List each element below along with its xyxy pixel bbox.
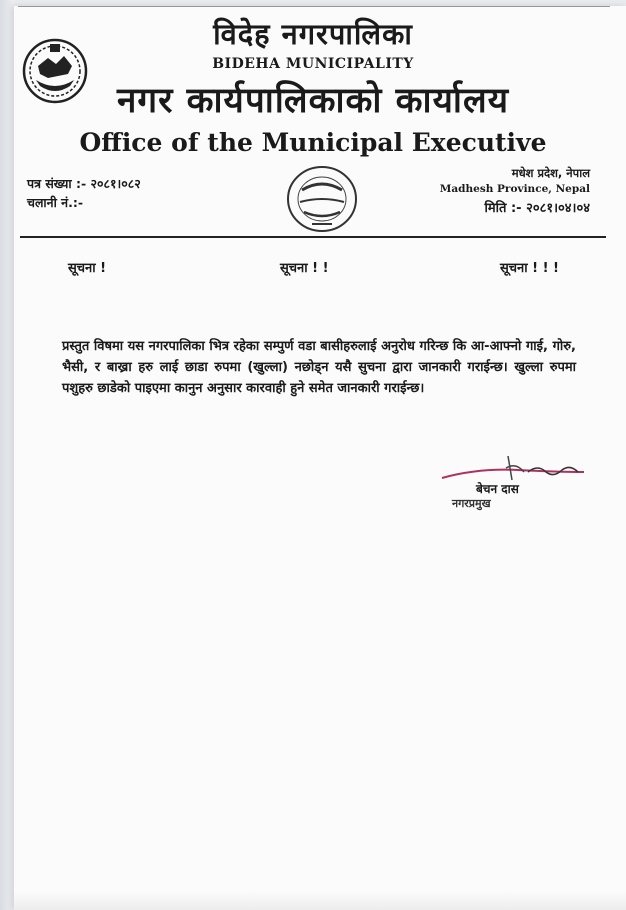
municipality-name-english: BIDEHA MUNICIPALITY (212, 56, 414, 72)
province-block (440, 165, 590, 217)
notice-body: प्रस्तुत विषमा यस नगरपालिका भित्र रहेका सम्पुर्ण वडा बासीहरुलाई अनुरोध गरिन्छ कि आ-आफ्नो गाई, गोरु, भैसी, र बाख्रा हरु लाई छाडा रुपमा (खुल्ला) नछोड्न यसै सुचना द्वारा जानकारी गराईन्छ। खुल्ला रुपमा पशुहरु छाडेको पाइएमा कानुन अनुसार कारवाही हुने समेत जानकारी गराईन्छ। (62, 339, 576, 396)
province-nepali: मधेश प्रदेश, नेपाल (511, 166, 590, 180)
notice-heading-center: सूचना ! ! (280, 261, 329, 276)
reference-block (27, 174, 141, 212)
letter-date: मिति :- २०८१।०४।०४ (484, 201, 590, 216)
municipality-name-nepali: विदेह नगरपालिका (213, 17, 413, 51)
page-bottom-shadow (14, 892, 626, 910)
notice-heading-left: सूचना ! (68, 261, 107, 276)
dispatch-number: चलानी नं.:- (27, 195, 84, 210)
province-english: Madhesh Province, Nepal (439, 183, 590, 195)
notice-heading-right: सूचना ! ! ! (500, 261, 559, 276)
official-stamp (282, 160, 362, 238)
top-border-line (18, 6, 610, 7)
letter-number: पत्र संख्या :- २०८१।०८२ (27, 176, 141, 191)
header-divider (20, 236, 606, 238)
office-name-nepali: नगर कार्यपालिकाको कार्यालय (116, 81, 510, 121)
signatory-title: नगरप्रमुख (452, 497, 491, 510)
signatory-name: बेचन दास (476, 482, 519, 496)
office-name-english: Office of the Municipal Executive (79, 128, 547, 157)
